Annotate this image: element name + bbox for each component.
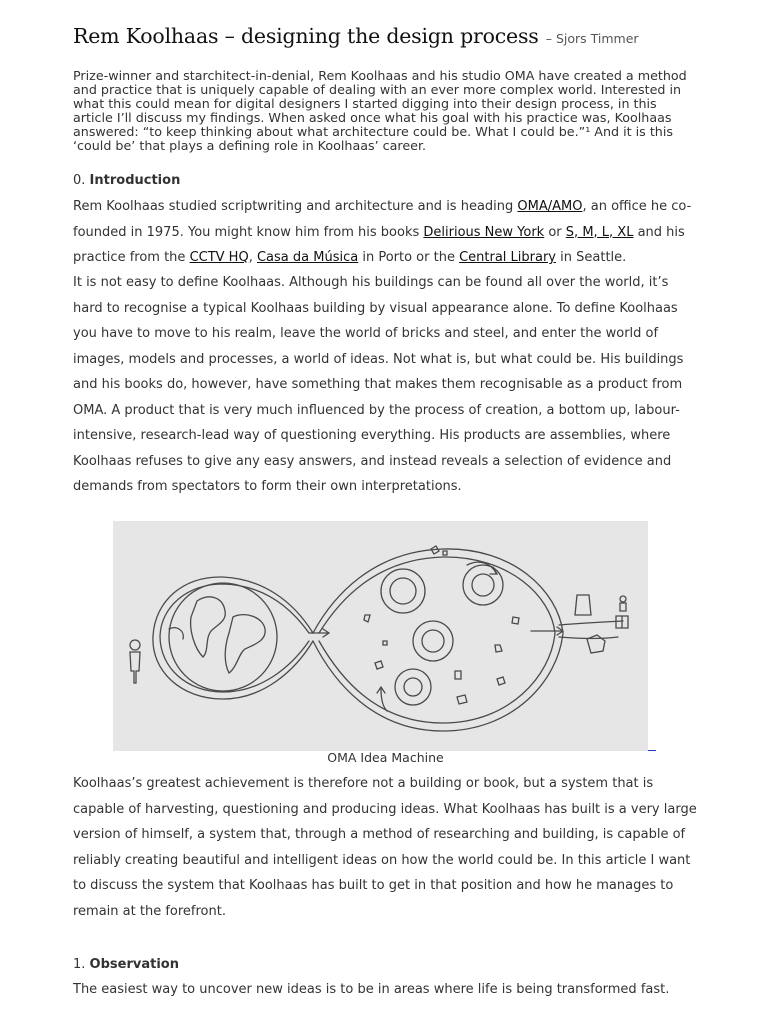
article-byline: – Sjors Timmer (545, 31, 639, 46)
text-run: in Porto or the (358, 250, 460, 265)
intro-paragraph-1 (73, 194, 698, 271)
link-casa-da-musica[interactable]: Casa da Música (256, 250, 359, 265)
section-number: 1. (73, 957, 86, 972)
text-run: Rem Koolhaas studied scriptwriting and architecture and is heading (73, 199, 518, 214)
section-title: Introduction (89, 173, 181, 188)
section-heading-observation (73, 957, 179, 972)
article-header (73, 24, 639, 48)
figure-caption: OMA Idea Machine (327, 750, 444, 765)
oma-idea-machine-sketch (113, 521, 648, 751)
section-heading-introduction (73, 173, 180, 188)
link-delirious-new-york[interactable]: Delirious New York (423, 224, 545, 240)
link-oma-amo[interactable]: OMA/AMO (517, 199, 583, 214)
text-run: , an office he co-founded in 1975. You might know him from his books (73, 199, 692, 240)
text-run: in Seattle. (556, 250, 627, 265)
text-run: or (544, 224, 566, 240)
body-paragraph-3: Koolhaas’s greatest achievement is therefore not a building or book, but a system that is capable of harvesting, questioning and producing ideas. What Koolhaas has built is a very large version of himself, a system that, through a method of researching and building, is capable of reliably creating beautiful and intelligent ideas on how the world could be. In this article I want to discuss the system that Koolhaas has built to get in that position and how he manages to remain at the forefront. (73, 776, 697, 919)
sketch-image (113, 521, 648, 751)
link-cctv-hq[interactable]: CCTV HQ (189, 250, 249, 265)
link-s-m-l-xl[interactable]: S, M, L, XL (565, 224, 634, 240)
article-title: Rem Koolhaas – designing the design process (73, 24, 539, 48)
intro-paragraph-2: It is not easy to define Koolhaas. Although his buildings can be found all over the world, it’s hard to recognise a typical Koolhaas building by visual appearance alone. To define Koolhaas you have to move to his realm, leave the world of bricks and steel, and enter the world of images, models and processes, a world of ideas. Not what is, but what could be. His buildings and his books do, however, have something that makes them recognisable as a product from OMA. A product that is very much influenced by the process of creation, a bottom up, labour-intensive, research-lead way of questioning everything. His products are assemblies, where Koolhaas refuses to give any easy answers, and instead reveals a selection of evidence and demands from spectators to form their own interpretations. (73, 275, 684, 494)
text-run: and his practice from the (73, 224, 685, 265)
section-title: Observation (89, 957, 179, 972)
observation-paragraph-1: The easiest way to uncover new ideas is to be in areas where life is being transformed fast. (73, 982, 670, 997)
link-central-library[interactable]: Central Library (459, 250, 557, 265)
lead-paragraph: Prize-winner and starchitect-in-denial, Rem Koolhaas and his studio OMA have created a method and practice that is uniquely capable of dealing with an ever more complex world. Interested in what this could mean for digital designers I started digging into their design process, in this article I’ll discuss my findings. When asked once what his goal with his practice was, Koolhaas answered: “to keep thinking about what architecture could be. What I could be.”¹ And it is this ‘could be’ that plays a defining role in Koolhaas’ career. (73, 68, 687, 154)
section-number: 0. (73, 173, 86, 188)
text-run: , (248, 250, 257, 265)
figure-link[interactable] (648, 736, 656, 751)
